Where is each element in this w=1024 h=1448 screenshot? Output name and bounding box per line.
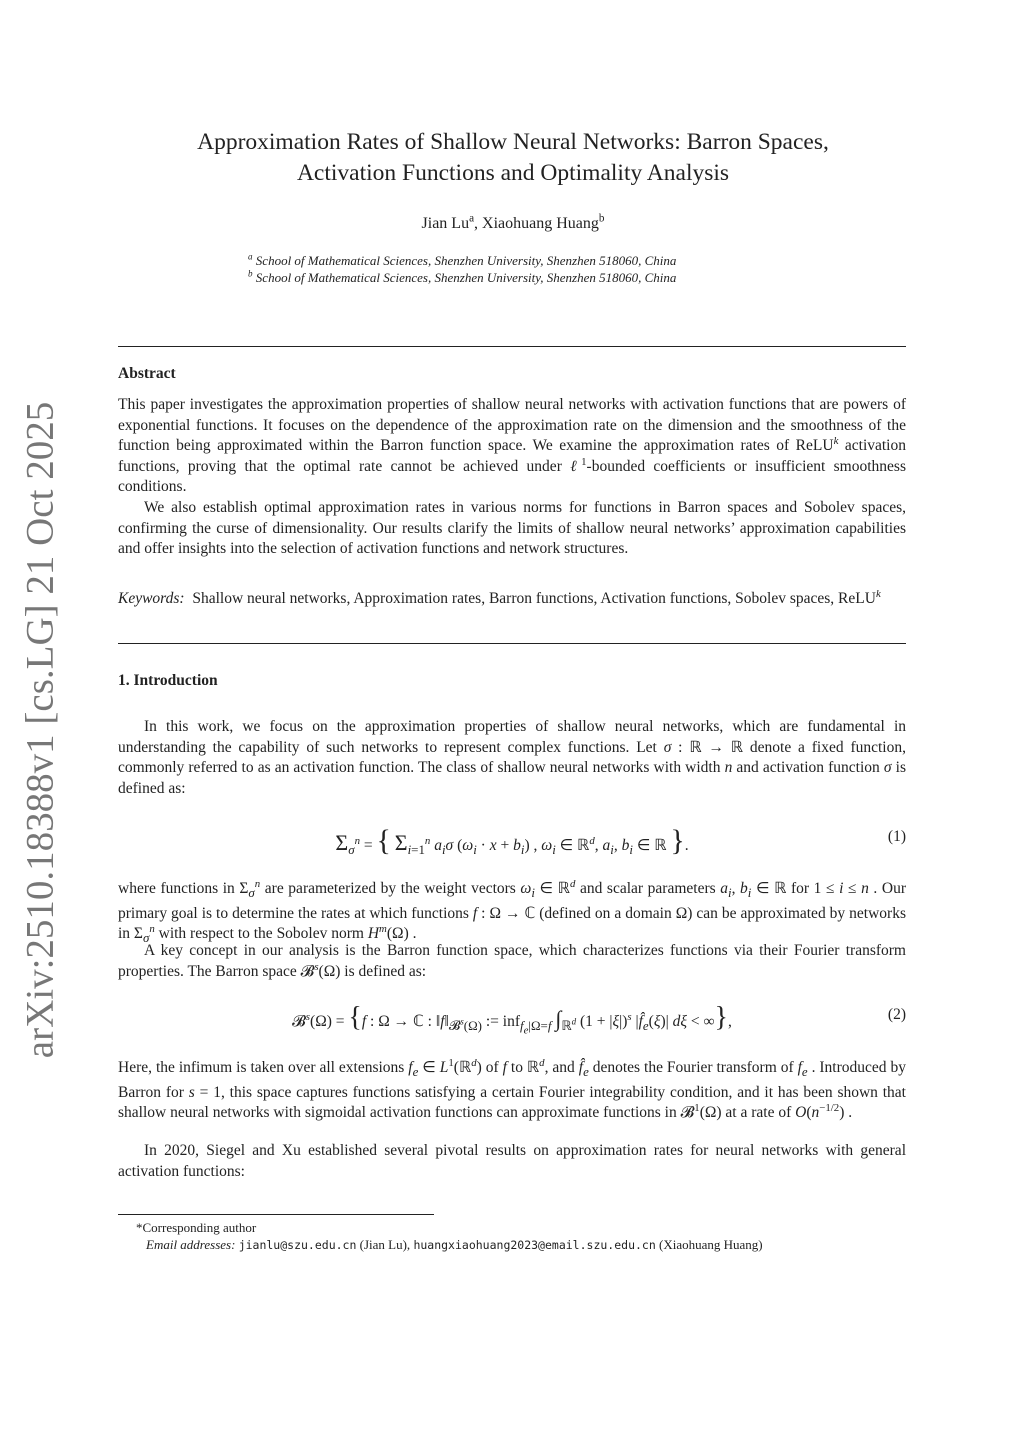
affiliation-b xyxy=(248,270,808,286)
author-2-mark: b xyxy=(598,212,605,225)
abstract-paragraph-1: This paper investigates the approximation properties of shallow neural networks with activation functions that are powers of exponential functions. It focuses on the dependence of the approximation rate on the dimension and the smoothness of the function being approximated within the Barron function space. We examine the approximation rates of ReLU$^k$ activation functions, proving that the optimal rate cannot be achieved under ℓ$^1$-bounded coefficients or insufficient smoothness conditions. xyxy=(118,396,906,496)
intro-paragraph-1: In this work, we focus on the approximation properties of shallow neural networks, which are fundamental in understanding the capability of such networks to represent complex functions. Let σ : ℝ → ℝ denote a fixed function, commonly referred to as an activation function. The class of shallow neural networks with width n and activation function σ is defined as: xyxy=(118,718,906,797)
footnote-rule xyxy=(118,1214,434,1215)
author-1: Jian Lu xyxy=(421,215,470,232)
email-1-owner: (Jian Lu), xyxy=(359,1237,411,1252)
affiliation-text: School of Mathematical Sciences, Shenzhen University, Shenzhen 518060, China xyxy=(255,253,677,268)
equation-2-number: (2) xyxy=(887,1006,906,1023)
author-1-mark: a xyxy=(469,212,475,225)
footnote-emails xyxy=(146,1237,934,1253)
abstract-bottom-rule xyxy=(118,643,906,644)
affiliation-mark: a xyxy=(248,251,253,262)
keywords: Keywords: Shallow neural networks, Approximation rates, Barron functions, Activation functions, Sobolev spaces, ReLU$^k$ xyxy=(118,587,881,607)
equation-1 xyxy=(118,810,906,866)
arxiv-stamp: arXiv:2510.18388v1 [cs.LG] 21 Oct 2025 xyxy=(18,401,62,1059)
affiliation-mark: b xyxy=(248,268,253,279)
equation-1-body: $\Sigma_\sigma^n$ = { $\Sigma_{i=1}^n$ $a_i\sigma$ $(\omega_i \cdot x + b_i)$ , $\omega_i$ ∈ ℝ$^d$, $a_i$, $b_i$ ∈ ℝ }. xyxy=(335,824,689,858)
email-link-1[interactable]: jianlu@szu.edu.cn xyxy=(238,1238,357,1252)
author-2: Xiaohuang Huang xyxy=(482,215,599,232)
intro-paragraph-4: Here, the infimum is taken over all extensions $f_e$ ∈ $L^1(ℝ^d)$ of f to ℝ$^d$, and $f̂_e$ denotes the Fourier transform of $f_e$ . Introduced by Barron for s = 1, this space captures functions satisfying a certain Fourier integrability condition, and it has been shown that shallow neural networks with sigmoidal activation functions can approximate functions in 𝓑$^1$(Ω) at a rate of $O(n^{-1/2})$ . xyxy=(118,1056,906,1122)
equation-1-number: (1) xyxy=(887,828,906,845)
title-line-2: Activation Functions and Optimality Analysis xyxy=(296,160,730,186)
email-link-2[interactable]: huangxiaohuang2023@email.szu.edu.cn xyxy=(413,1238,656,1252)
email-2-owner: (Xiaohuang Huang) xyxy=(659,1237,763,1252)
authors xyxy=(120,212,906,233)
paper-title xyxy=(120,127,906,189)
abstract-paragraph-2: We also establish optimal approximation rates in various norms for functions in Barron spaces and Sobolev spaces, confirming the curse of dimensionality. Our results clarify the limits of shallow neural networks’ approximation capabilities and offer insights into the selection of activation functions and network structures. xyxy=(118,499,906,558)
email-label: Email addresses: xyxy=(146,1237,236,1252)
intro-paragraph-2: where functions in $\Sigma_\sigma^n$ are parameterized by the weight vectors $\omega_i$ ∈ ℝ$^d$ and scalar parameters $a_i$, $b_i$ ∈ ℝ for 1 ≤ i ≤ n . Our primary goal is to determine the rates at which functions f : Ω → ℂ (defined on a domain Ω) can be approximated by networks in $\Sigma_\sigma^n$ with respect to the Sobolev norm $H^m(\Omega)$ . xyxy=(118,877,906,946)
intro-paragraph-5: In 2020, Siegel and Xu established several pivotal results on approximation rates for neural networks with general activation functions: xyxy=(118,1142,906,1180)
title-line-1: Approximation Rates of Shallow Neural Networks: Barron Spaces, xyxy=(197,129,829,155)
footnote-corresponding: *Corresponding author xyxy=(136,1220,257,1235)
equation-2 xyxy=(118,990,906,1042)
affiliation-text: School of Mathematical Sciences, Shenzhen University, Shenzhen 518060, China xyxy=(255,270,677,285)
equation-2-body: 𝓑$^s$(Ω) = {f : Ω → ℂ : $‖f‖_{𝓑^s(\Omega)}$ := inf$_{f_e|\Omega=f}$ $\int_{ℝ^d}$ $(1 + |\xi|)^s$ $|f̂_e(\xi)|$ dξ < ∞}, xyxy=(292,1002,732,1037)
author-sep: , xyxy=(474,215,483,232)
abstract-top-rule xyxy=(118,346,906,347)
keywords-label: Keywords: xyxy=(118,590,185,607)
affiliation-a xyxy=(248,253,808,269)
abstract-heading: Abstract xyxy=(118,365,176,382)
intro-paragraph-3: A key concept in our analysis is the Barron function space, which characterizes functions via their Fourier transform properties. The Barron space 𝓑$^s$(Ω) is defined as: xyxy=(118,942,906,980)
section-heading-introduction: 1. Introduction xyxy=(118,672,218,689)
